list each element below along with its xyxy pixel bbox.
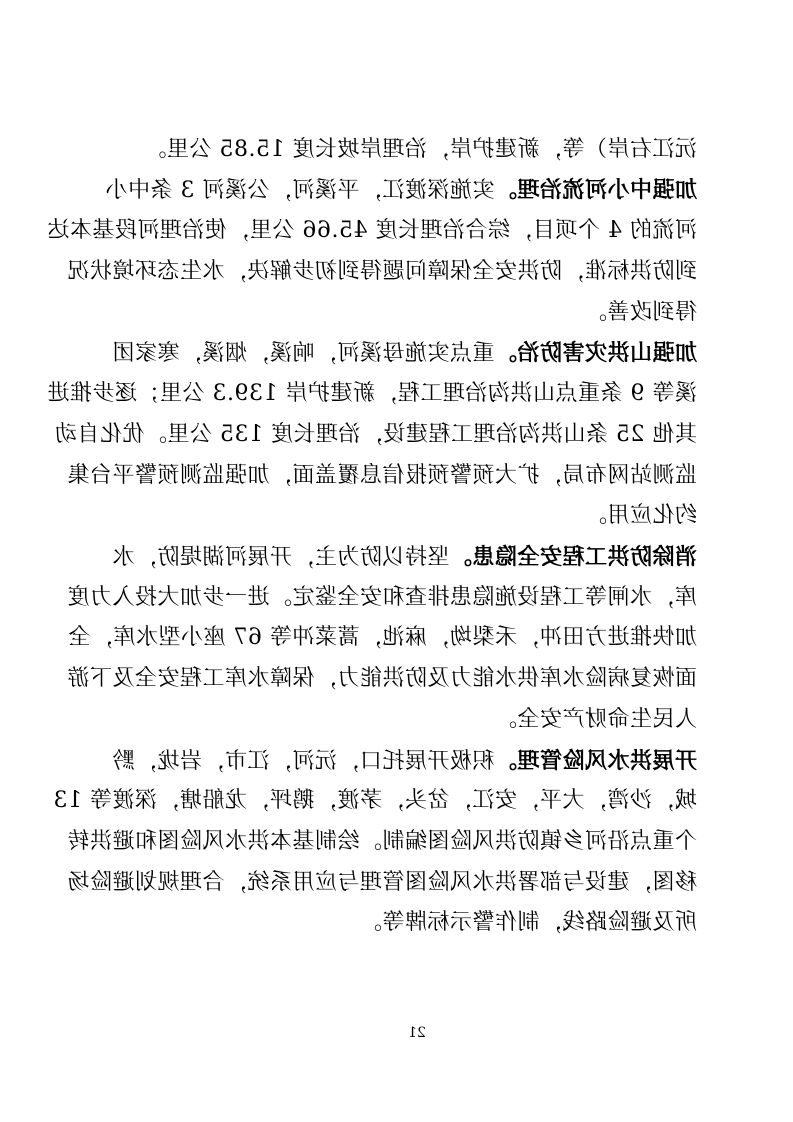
text-line <box>112 746 697 777</box>
text-line <box>584 501 697 531</box>
text-line <box>68 623 697 653</box>
text-line <box>47 216 697 246</box>
paragraph-heading: 加强中小河流治理。 <box>494 177 697 203</box>
line-text: 河流的 4 个项目，综合治理长度 45.66 公里，使治理河段基本达 <box>47 218 697 243</box>
line-text: 库，水闸等工程设施隐患排查和安全鉴定。进一步加大投入力度 <box>66 585 697 610</box>
text-line <box>53 786 697 816</box>
line-text: 约化应用。 <box>584 503 697 528</box>
text-line <box>47 379 697 409</box>
line-text: 到防洪标准，防洪安全保障问题得到初步解决，水生态环境状况 <box>66 259 697 284</box>
line-text: 得到改善。 <box>584 300 697 325</box>
text-line <box>584 298 697 328</box>
line-text: 实施深渡江，平溪河，公溪河 3 条中小 <box>104 178 495 203</box>
paragraph-heading: 加强山洪灾害防治。 <box>494 340 697 366</box>
line-text: 所及避险路线，制作警示标牌等。 <box>359 910 697 935</box>
text-line <box>112 338 697 369</box>
line-text: 加快推进方田冲，禾梨坳，麻池，蒿菜冲等 67 座小型水库，全 <box>68 625 697 650</box>
line-text: 城，沙湾，大平，安江，岔头，茅渡，鹅坪，龙船塘，深渡等 13 <box>53 788 697 813</box>
text-line <box>105 175 697 206</box>
paragraph-heading: 消除防洪工程安全隐患。 <box>449 544 697 570</box>
line-text: 人民生命财产安全。 <box>494 707 697 732</box>
line-text: 溪等 9 条重点山洪沟治理工程，新建护岸 139.3 公里；逐步推进 <box>47 381 697 406</box>
line-text: 重点实施母溪河，响溪，烟溪，寒家团 <box>111 341 495 366</box>
text-line <box>67 257 697 287</box>
line-text: 个重点沿河乡镇防洪风险图编制。绘制基本洪水风险图和避洪转 <box>66 829 697 854</box>
text-line <box>67 664 697 694</box>
line-text: 坚持以防为主，开展河湖堤防，水 <box>111 545 450 570</box>
line-text: 沅江右岸）等，新建护岸，治理岸坡长度 15.85 公里。 <box>144 137 697 162</box>
text-line <box>144 135 697 165</box>
line-text: 积极开展托口，沅河，江市，岩垅，黔 <box>111 749 495 774</box>
line-text: 移图，建设与部署洪水风险图管理与应用系统，合理规划避险场 <box>66 870 697 895</box>
line-text: 监测站网布局，扩大预警预报信息覆盖面，加强监测预警平台集 <box>66 463 697 488</box>
text-line <box>55 420 697 450</box>
text-line <box>67 461 697 491</box>
text-line <box>112 542 697 573</box>
paragraph-heading: 开展洪水风险管理。 <box>494 748 697 774</box>
page-number: 21 <box>408 1025 426 1041</box>
text-line <box>494 705 697 735</box>
line-text: 其他 25 条山洪沟治理工程建设，治理长度 135 公里。优化自动 <box>54 422 697 447</box>
text-line <box>67 868 697 898</box>
text-line <box>67 583 697 613</box>
text-line <box>67 827 697 857</box>
line-text: 面恢复病险水库供水能力及防洪能力，保障水库工程安全及下游 <box>66 666 697 691</box>
text-line <box>359 908 697 938</box>
